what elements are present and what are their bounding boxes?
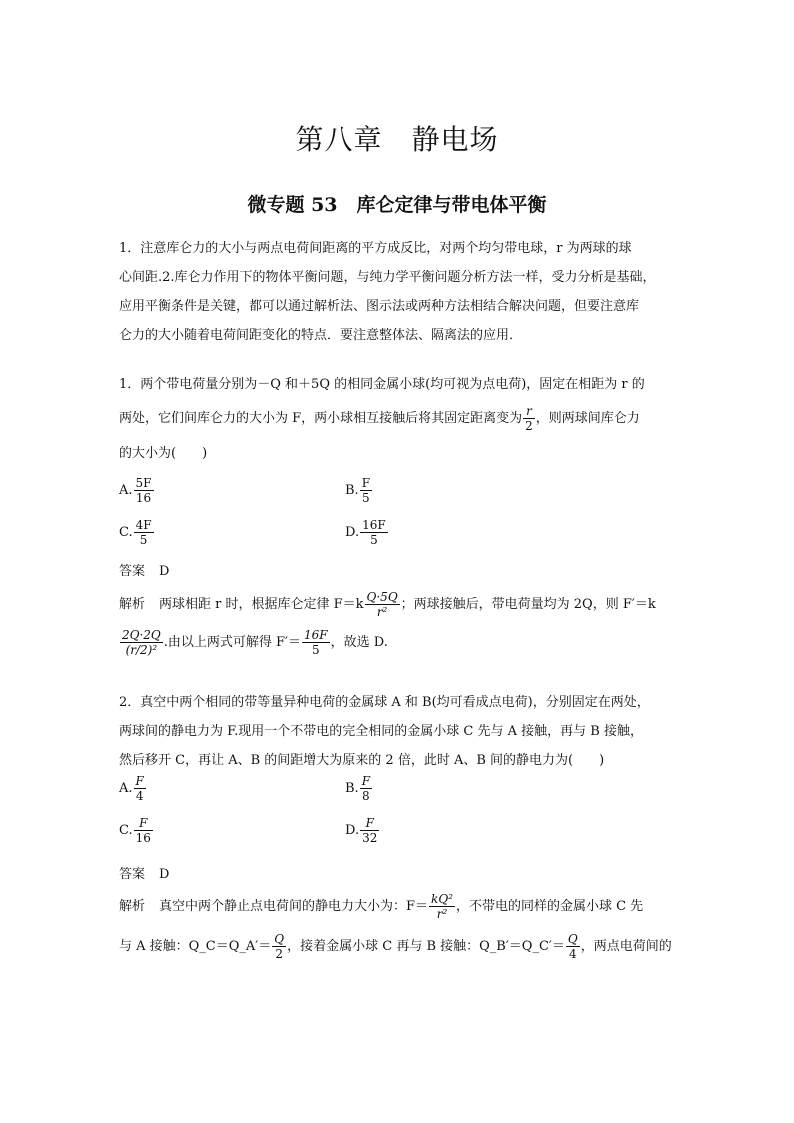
fraction-denominator: 4 xyxy=(568,947,577,961)
analysis-fraction xyxy=(429,892,455,921)
analysis-text: ，两点电荷间的 xyxy=(580,939,672,954)
analysis-label: 解析 xyxy=(119,597,146,612)
fraction-numerator: Q xyxy=(274,932,285,946)
fraction-denominator: 5 xyxy=(312,643,320,657)
q2-option-b[interactable] xyxy=(345,774,373,803)
option-letter: D. xyxy=(345,823,360,838)
option-fraction xyxy=(360,476,372,505)
q1-option-d[interactable] xyxy=(345,518,389,547)
answer-value: D xyxy=(159,867,170,882)
fraction-numerator: F xyxy=(134,816,153,831)
q1-analysis-line1 xyxy=(119,590,679,619)
answer-value: D xyxy=(159,564,170,579)
intro-paragraph xyxy=(119,234,677,350)
fraction-denominator: (r/2)² xyxy=(125,643,158,657)
fraction-denominator: 32 xyxy=(362,831,378,845)
fraction-denominator: 16 xyxy=(135,491,152,505)
fraction-denominator: r² xyxy=(436,907,448,921)
q2-option-c[interactable] xyxy=(119,816,154,845)
q1-option-c[interactable] xyxy=(119,518,155,547)
fraction-denominator: 2 xyxy=(275,947,283,961)
option-letter: D. xyxy=(345,525,360,540)
question-2 xyxy=(119,688,677,775)
fraction-numerator: kQ² xyxy=(431,892,453,906)
analysis-fraction xyxy=(566,932,580,961)
q2-answer xyxy=(119,863,169,882)
option-fraction xyxy=(134,774,146,803)
q2-line3: 然后移开 C，再让 A、B 的间距增大为原来的 2 倍，此时 A、B 间的静电力为( ) xyxy=(119,753,605,768)
option-letter: A. xyxy=(119,781,133,796)
q2-line1: 2．真空中两个相同的带等量异种电荷的金属球 A 和 B(均可看成点电荷)，分别固定在两处， xyxy=(119,695,650,710)
fraction-denominator: 4 xyxy=(135,789,144,803)
fraction-numerator: 16F xyxy=(304,628,328,642)
fraction-denominator: 2 xyxy=(525,419,533,433)
fraction-denominator: r² xyxy=(376,605,388,619)
q1-line2-pre: 两处，它们间库仑力的大小为 F，两小球相互接触后将其固定距离变为 xyxy=(119,411,523,426)
fraction-numerator: Q xyxy=(567,932,578,946)
analysis-text: ，接着金属小球 C 再与 B 接触：Q_B′＝Q_C′＝ xyxy=(287,939,565,954)
option-letter: A. xyxy=(119,483,133,498)
analysis-text: ；两球接触后，带电荷量均为 2Q，则 F′＝k xyxy=(400,597,656,612)
option-letter: C. xyxy=(119,525,133,540)
analysis-text: ，故选 D. xyxy=(330,635,388,650)
answer-label: 答案 xyxy=(119,564,146,579)
q2-option-d[interactable] xyxy=(345,816,380,845)
option-fraction xyxy=(360,518,388,547)
q2-line2: 两球间的静电力为 F.现用一个不带电的完全相同的金属小球 C 先与 A 接触，再与 B 接触， xyxy=(119,724,643,739)
q1-line2 xyxy=(119,399,677,439)
analysis-text: ，不带电的同样的金属小球 C 先 xyxy=(455,899,644,914)
fraction-numerator: Q·5Q xyxy=(366,590,398,604)
fraction-numerator: r xyxy=(523,404,535,419)
analysis-fraction xyxy=(365,590,400,619)
analysis-fraction xyxy=(302,628,330,657)
option-fraction xyxy=(360,774,372,803)
option-letter: C. xyxy=(119,823,133,838)
fraction-numerator: 5F xyxy=(135,476,152,490)
option-fraction xyxy=(134,476,154,505)
option-fraction xyxy=(134,816,153,845)
q1-line2-post: ，则两球间库仑力 xyxy=(535,411,640,426)
fraction-numerator: 2Q·2Q xyxy=(122,628,161,642)
fraction-numerator: F xyxy=(360,816,379,831)
q1-option-a[interactable] xyxy=(119,476,155,505)
analysis-label: 解析 xyxy=(119,899,146,914)
fraction-denominator: 8 xyxy=(362,789,370,803)
option-fraction xyxy=(360,816,379,845)
option-letter: B. xyxy=(345,483,359,498)
fraction-numerator: 16F xyxy=(362,518,386,532)
fraction-denominator: 5 xyxy=(362,491,370,505)
fraction-numerator: F xyxy=(361,476,371,490)
option-letter: B. xyxy=(345,781,359,796)
q1-line3: 的大小为( ) xyxy=(119,446,208,461)
fraction-denominator: 5 xyxy=(139,533,148,547)
fraction-denominator: 5 xyxy=(370,533,378,547)
analysis-text: .由以上两式可解得 F′＝ xyxy=(163,635,302,650)
q2-analysis-line2 xyxy=(119,932,679,961)
analysis-text: 两球相距 r 时，根据库仑定律 F＝k xyxy=(159,597,364,612)
fraction-numerator: F xyxy=(361,774,371,788)
intro-line: 1．注意库仑力的大小与两点电荷间距离的平方成反比，对两个均匀带电球，r 为两球的球 xyxy=(119,241,632,256)
q1-line1: 1．两个带电荷量分别为－Q 和＋5Q 的相同金属小球(均可视为点电荷)，固定在相距为 r 的 xyxy=(119,377,645,392)
analysis-fraction xyxy=(272,932,286,961)
q2-option-a[interactable] xyxy=(119,774,147,803)
option-fraction xyxy=(134,518,154,547)
q1-distance-fraction xyxy=(523,404,535,433)
q1-answer xyxy=(119,560,169,579)
q1-analysis-line2 xyxy=(119,628,679,657)
analysis-text: 真空中两个静止点电荷间的静电力大小为：F＝ xyxy=(159,899,429,914)
q2-analysis-line1 xyxy=(119,892,679,921)
analysis-text: 与 A 接触：Q_C＝Q_A′＝ xyxy=(119,939,272,954)
intro-line: 应用平衡条件是关键，都可以通过解析法、图示法或两种方法相结合解决问题，但要注意库 xyxy=(119,299,640,314)
q1-option-b[interactable] xyxy=(345,476,373,505)
question-1 xyxy=(119,370,677,468)
answer-label: 答案 xyxy=(119,867,146,882)
intro-line: 心间距.2.库仑力作用下的物体平衡问题，与纯力学平衡问题分析方法一样，受力分析是基础， xyxy=(119,270,656,285)
section-title: 微专题 53 库仑定律与带电体平衡 xyxy=(247,194,547,216)
intro-line: 仑力的大小随着电荷间距变化的特点．要注意整体法、隔离法的应用． xyxy=(119,328,523,343)
fraction-numerator: 4F xyxy=(135,518,152,532)
chapter-title: 第八章 静电场 xyxy=(295,123,499,156)
fraction-numerator: F xyxy=(135,774,144,788)
fraction-denominator: 16 xyxy=(135,831,151,845)
analysis-fraction xyxy=(120,628,163,657)
